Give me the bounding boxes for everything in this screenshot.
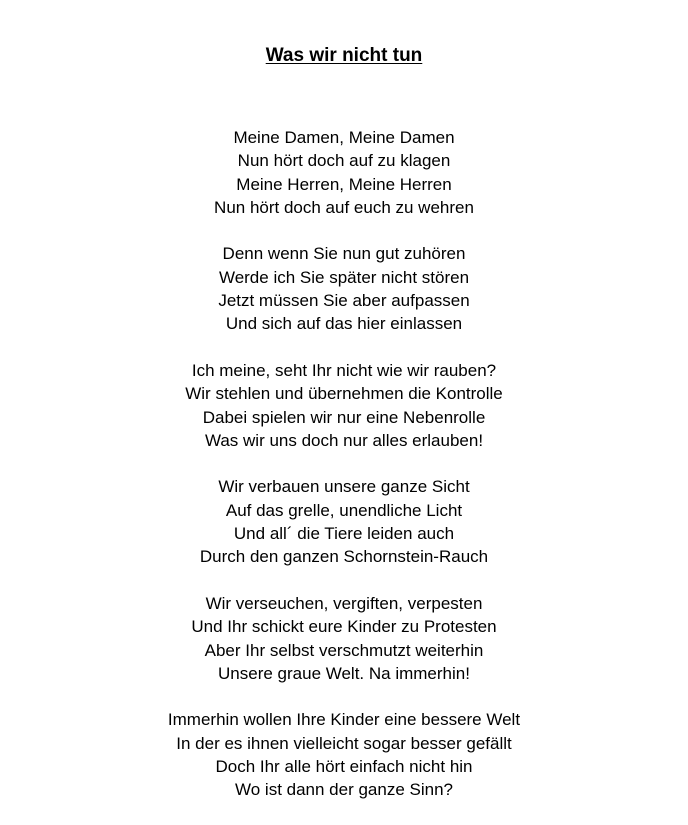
poem-line: Immerhin wollen Ihre Kinder eine bessere Welt (167, 710, 521, 730)
poem-line: Wir verseuchen, vergiften, verpesten (205, 593, 483, 613)
stanza (0, 475, 688, 568)
poem-line: Denn wenn Sie nun gut zuhören (222, 244, 466, 264)
stanza (0, 708, 688, 801)
poem-line: Und Ihr schickt eure Kinder zu Protesten (191, 617, 497, 637)
poem-line: Dabei spielen wir nur eine Nebenrolle (202, 407, 486, 427)
poem-line: Nun hört doch auf zu klagen (237, 151, 451, 171)
poem-line: Werde ich Sie später nicht stören (218, 267, 470, 287)
poem-body (0, 126, 688, 825)
poem-line: Durch den ganzen Schornstein-Rauch (199, 547, 489, 567)
poem-line: Nun hört doch auf euch zu wehren (214, 197, 474, 217)
poem-line: Wo ist dann der ganze Sinn? (235, 780, 453, 800)
poem-line: Meine Herren, Meine Herren (236, 174, 452, 194)
poem-line: Auf das grelle, unendliche Licht (225, 500, 463, 520)
stanza (0, 242, 688, 335)
poem-line: Aber Ihr selbst verschmutzt weiterhin (204, 640, 484, 660)
poem-line: Und sich auf das hier einlassen (225, 314, 463, 334)
poem-line: Doch Ihr alle hört einfach nicht hin (215, 757, 473, 777)
stanza (0, 126, 688, 219)
poem-line: Wir stehlen und übernehmen die Kontrolle (185, 384, 503, 404)
poem-line: Jetzt müssen Sie aber aufpassen (218, 291, 470, 311)
poem-line: Wir verbauen unsere ganze Sicht (218, 477, 470, 497)
poem-title: Was wir nicht tun (265, 45, 423, 66)
poem-line: Was wir uns doch nur alles erlauben! (204, 430, 484, 450)
poem-line: Ich meine, seht Ihr nicht wie wir rauben? (191, 360, 497, 380)
stanza (0, 592, 688, 685)
poem-line: In der es ihnen vielleicht sogar besser gefällt (176, 733, 512, 753)
stanza (0, 359, 688, 452)
poem-line: Meine Damen, Meine Damen (233, 128, 455, 147)
poem-line: Und all´ die Tiere leiden auch (233, 524, 455, 544)
poem-line: Unsere graue Welt. Na immerhin! (218, 663, 470, 683)
